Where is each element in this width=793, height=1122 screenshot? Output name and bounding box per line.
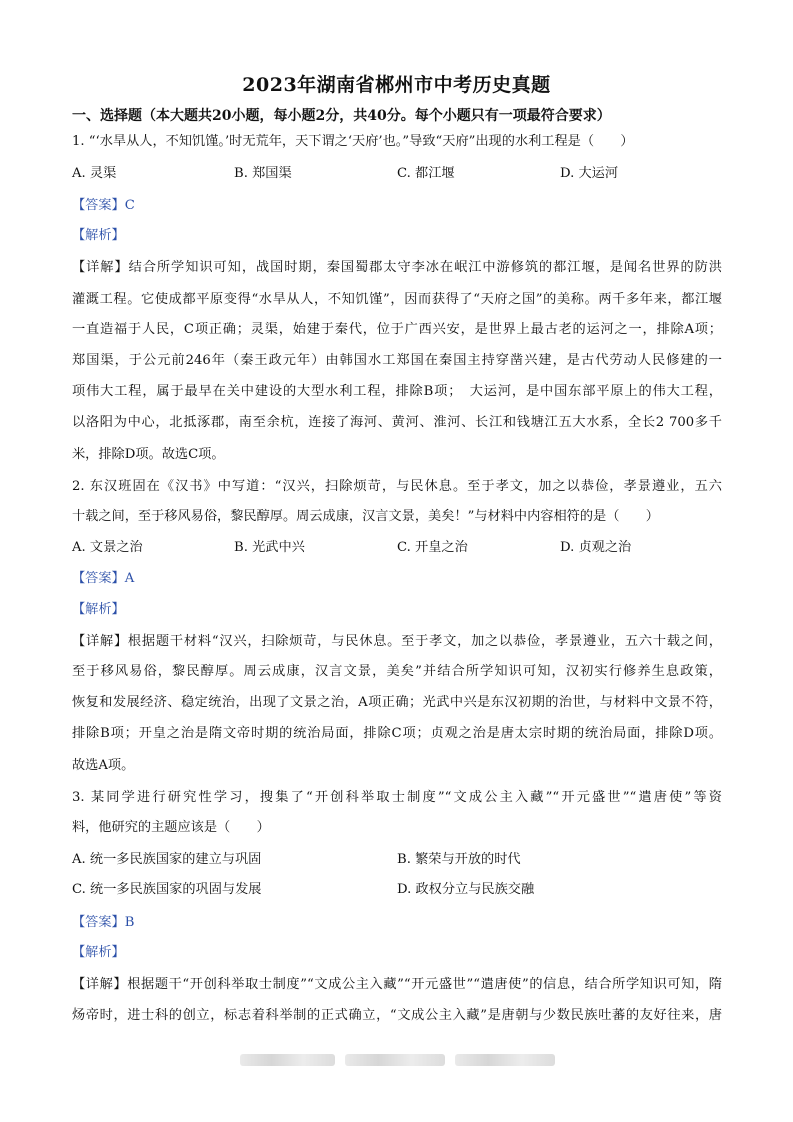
q3-analysis-label: 【解析】: [72, 945, 125, 960]
q2-analysis-label: 【解析】: [72, 602, 125, 617]
q1-detail-line: 以洛阳为中心，北抵涿郡，南至余杭，连接了海河、黄河、淮河、长江和钱塘江五大水系，全长2 700多千: [72, 415, 722, 430]
q1-detail-line: 米，排除D项。故选C项。: [72, 447, 225, 462]
q3-detail-line: 【详解】根据题干“开创科举取士制度”“文成公主入藏”“开元盛世”“遣唐使”的信息，结合所学知识可知，隋: [72, 977, 722, 992]
question-3-stem: 料，他研究的主题应该是（ ）: [72, 820, 270, 835]
q2-detail-line: 【详解】根据题干材料“汉兴，扫除烦苛，与民休息。至于孝文，加之以恭俭，孝景遵业，五六十载之间，: [72, 634, 722, 649]
q1-option-b: B. 郑国渠: [234, 166, 292, 181]
q3-option-b: B. 繁荣与开放的时代: [397, 852, 521, 867]
footer-watermark: [455, 1054, 555, 1066]
page-title: 2023年湖南省郴州市中考历史真题: [242, 74, 551, 96]
q3-option-d: D. 政权分立与民族交融: [397, 882, 535, 897]
q2-detail-line: 至于移风易俗，黎民醇厚。周云成康，汉言文景，美矣”并结合所学知识可知，汉初实行修养生息政策，: [72, 664, 722, 679]
q2-option-b: B. 光武中兴: [234, 540, 305, 555]
q1-answer: 【答案】C: [72, 198, 135, 213]
q2-answer: 【答案】A: [72, 571, 135, 586]
q1-detail-line: 【详解】结合所学知识可知，战国时期，秦国蜀郡太守李冰在岷江中游修筑的都江堰，是闻名世界的防洪: [72, 260, 722, 275]
q3-detail-line: 炀帝时，进士科的创立，标志着科举制的正式确立，“文成公主入藏”是唐朝与少数民族吐蕃的友好往来，唐: [72, 1008, 722, 1023]
q1-detail-line: 灌溉工程。它使成都平原变得“水旱从人，不知饥馑”，因而获得了“天府之国”的美称。两千多年来，都江堰: [72, 292, 722, 307]
footer-watermark: [345, 1054, 445, 1066]
section-heading: 一、选择题（本大题共20小题，每小题2分，共40分。每个小题只有一项最符合要求）: [72, 108, 611, 124]
q3-answer: 【答案】B: [72, 915, 135, 930]
question-2-stem: 2. 东汉班固在《汉书》中写道：“汉兴，扫除烦苛，与民休息。至于孝文，加之以恭俭，孝景遵业，五六: [72, 479, 722, 494]
q1-option-c: C. 都江堰: [397, 166, 455, 181]
q2-option-d: D. 贞观之治: [560, 540, 632, 555]
q2-detail-line: 故选A项。: [72, 758, 135, 773]
q1-detail-line: 项伟大工程，属于最早在关中建设的大型水利工程，排除B项； 大运河，是中国东部平原上的伟大工程，: [72, 384, 722, 399]
q1-option-d: D. 大运河: [560, 166, 619, 181]
footer-watermark: [240, 1054, 335, 1066]
q2-option-a: A. 文景之治: [72, 540, 143, 555]
q3-option-c: C. 统一多民族国家的巩固与发展: [72, 882, 262, 897]
question-2-stem: 十载之间，至于移风易俗，黎民醇厚。周云成康，汉言文景，美矣！”与材料中内容相符的是（ ）: [72, 509, 659, 524]
q1-detail-line: 郑国渠，于公元前246年（秦王政元年）由韩国水工郑国在秦国主持穿凿兴建，是古代劳动人民修建的一: [72, 353, 722, 368]
q2-option-c: C. 开皇之治: [397, 540, 468, 555]
q3-option-a: A. 统一多民族国家的建立与巩固: [72, 852, 262, 867]
q1-option-a: A. 灵渠: [72, 166, 117, 181]
q1-analysis-label: 【解析】: [72, 228, 125, 243]
q1-detail-line: 一直造福于人民，C项正确；灵渠，始建于秦代，位于广西兴安，是世界上最古老的运河之一，排除A项；: [72, 322, 722, 337]
q2-detail-line: 排除B项；开皇之治是隋文帝时期的统治局面，排除C项；贞观之治是唐太宗时期的统治局面，排除D项。: [72, 726, 722, 741]
question-1-stem: 1. “‘水旱从人，不知饥馑。’时无荒年，天下谓之‘天府’也。”导致“天府”出现的水利工程是（ ）: [72, 134, 634, 149]
q2-detail-line: 恢复和发展经济、稳定统治，出现了文景之治，A项正确；光武中兴是东汉初期的治世，与材料中文景不符，: [72, 695, 722, 710]
question-3-stem: 3. 某同学进行研究性学习，搜集了“开创科举取士制度”“文成公主入藏”“开元盛世”“遣唐使”等资: [72, 790, 722, 805]
